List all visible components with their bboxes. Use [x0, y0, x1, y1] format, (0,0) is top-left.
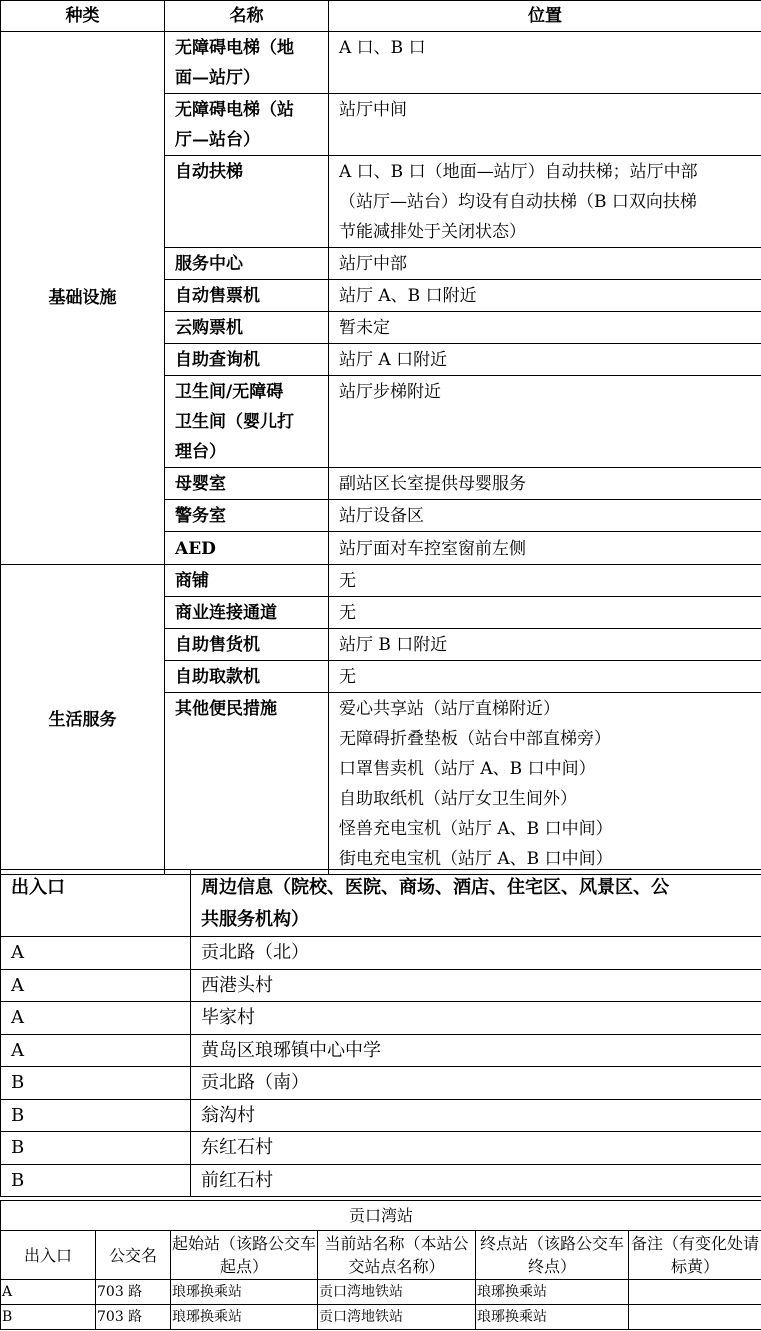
text-line: 无障碍电梯（站 — [175, 100, 294, 120]
bus-body — [1, 1201, 761, 1330]
facility-name — [165, 248, 329, 280]
facilities-body — [1, 32, 761, 875]
station-title: 贡口湾站 — [1, 1201, 761, 1231]
bus-line-cell: 703 路 — [96, 1305, 171, 1330]
bus-header-cell — [1, 1231, 96, 1280]
text-line: 自助查询机 — [175, 350, 260, 370]
text-line: 站厅 A、B 口附近 — [339, 286, 477, 306]
bus-row — [1, 1280, 761, 1305]
header-surrounding-info — [191, 870, 761, 937]
text-line: 爱心共享站（站厅直梯附近） — [339, 699, 560, 719]
bus-note-cell — [629, 1305, 761, 1330]
text-line: 副站区长室提供母婴服务 — [339, 474, 526, 494]
exit-cell: B — [1, 1132, 191, 1165]
exit-cell: B — [1, 1067, 191, 1100]
surrounding-info-cell: 贡北路（南） — [191, 1067, 761, 1100]
text-line: 请标黄） — [671, 1234, 760, 1276]
exit-cell: B — [1, 1099, 191, 1132]
surrounding-info-cell: 贡北路（北） — [191, 937, 761, 970]
exit-cell: A — [1, 1002, 191, 1035]
surroundings-body — [1, 870, 761, 1197]
facility-position — [329, 376, 761, 468]
surrounding-info-cell: 西港头村 — [191, 969, 761, 1002]
text-line: 车终点） — [527, 1234, 625, 1276]
text-line: 终点站（该路公交 — [479, 1234, 608, 1253]
surrounding-row — [1, 1132, 761, 1165]
text-line: 自助取纸机（站厅女卫生间外） — [339, 789, 577, 809]
facility-name — [165, 629, 329, 661]
exit-cell: A — [1, 1034, 191, 1067]
surrounding-info-cell: 毕家村 — [191, 1002, 761, 1035]
bus-current-cell: 贡口湾地铁站 — [318, 1280, 476, 1305]
surrounding-info-cell: 东红石村 — [191, 1132, 761, 1165]
header-name: 名称 — [165, 1, 329, 32]
text-line: 暂未定 — [339, 318, 390, 338]
facility-position — [329, 32, 761, 94]
text-line: 自动扶梯 — [175, 162, 243, 182]
facility-position — [329, 344, 761, 376]
text-line: 服务中心 — [175, 254, 243, 274]
text-line: 站厅 B 口附近 — [339, 635, 448, 655]
text-line: 当前站名称（本站 — [324, 1234, 453, 1253]
category-cell: 基础设施 — [1, 32, 165, 565]
surrounding-row — [1, 1034, 761, 1067]
bus-header-row — [1, 1231, 761, 1280]
header-category: 种类 — [1, 1, 165, 32]
facility-position — [329, 500, 761, 532]
text-line: A 口、B 口（地面—站厅）自动扶梯；站厅中部 — [339, 162, 698, 182]
surrounding-row — [1, 1164, 761, 1197]
text-line: 无 — [339, 667, 356, 687]
header-info-line: 共服务机构） — [201, 908, 309, 930]
surrounding-row — [1, 937, 761, 970]
text-line: 站厅中间 — [339, 100, 407, 120]
text-line: 卫生间（婴儿打 — [175, 412, 294, 432]
text-line: 无障碍折叠垫板（站台中部直梯旁） — [339, 729, 611, 749]
surroundings-table — [0, 869, 761, 1197]
facility-name — [165, 565, 329, 597]
facility-name — [165, 500, 329, 532]
text-line: 备注（有变化处 — [631, 1234, 744, 1253]
text-line: A 口、B 口 — [339, 38, 426, 58]
text-line: AED — [175, 538, 216, 559]
bus-end-cell: 琅琊换乘站 — [476, 1280, 629, 1305]
surroundings-header-row — [1, 870, 761, 937]
header-info-line: 周边信息（院校、医院、商场、酒店、住宅区、风景区、公 — [201, 877, 669, 898]
facility-position — [329, 693, 761, 875]
facility-position — [329, 248, 761, 280]
header-exit: 出入口 — [1, 870, 191, 937]
text-line: 自动售票机 — [175, 286, 260, 306]
text-line: 卫生间/无障碍 — [175, 382, 284, 402]
facility-name — [165, 94, 329, 156]
text-line: 无障碍电梯（地 — [175, 38, 294, 58]
text-line: 面—站厅） — [175, 68, 260, 88]
bus-exit-cell: B — [1, 1305, 96, 1330]
facility-position — [329, 629, 761, 661]
surrounding-row — [1, 1067, 761, 1100]
text-line: 云购票机 — [175, 318, 243, 338]
text-line: 商铺 — [175, 571, 209, 591]
text-line: 厅—站台） — [175, 130, 260, 150]
facility-position — [329, 532, 761, 565]
bus-row — [1, 1305, 761, 1330]
text-line: 出入口 — [23, 1245, 72, 1265]
facility-name — [165, 468, 329, 500]
bus-header-cell — [318, 1231, 476, 1280]
bus-start-cell: 琅琊换乘站 — [171, 1280, 318, 1305]
text-line: 站厅设备区 — [339, 506, 424, 526]
text-line: 自助售货机 — [175, 635, 260, 655]
facility-row — [1, 32, 761, 94]
facility-name — [165, 156, 329, 248]
bus-table — [0, 1200, 761, 1330]
facility-position — [329, 156, 761, 248]
text-line: 起始站（该路公交 — [171, 1234, 300, 1253]
facility-name — [165, 344, 329, 376]
exit-cell: B — [1, 1164, 191, 1197]
facility-position — [329, 661, 761, 693]
bus-start-cell: 琅琊换乘站 — [171, 1305, 318, 1330]
text-line: 母婴室 — [175, 474, 226, 494]
facility-position — [329, 94, 761, 156]
header-position: 位置 — [329, 1, 761, 32]
text-line: 节能减排处于关闭状态） — [339, 222, 526, 242]
text-line: 怪兽充电宝机（站厅 A、B 口中间） — [339, 819, 613, 839]
facility-name — [165, 661, 329, 693]
bus-header-cell — [476, 1231, 629, 1280]
text-line: 理台） — [175, 442, 226, 462]
facility-name — [165, 32, 329, 94]
facility-name — [165, 597, 329, 629]
text-line: 公交站点名称） — [348, 1234, 469, 1276]
facility-row — [1, 565, 761, 597]
bus-header-cell — [629, 1231, 761, 1280]
facility-name — [165, 532, 329, 565]
bus-line-cell: 703 路 — [96, 1280, 171, 1305]
facilities-header-row — [1, 1, 761, 32]
text-line: 站厅 A 口附近 — [339, 350, 448, 370]
surrounding-info-cell: 黄岛区琅琊镇中心中学 — [191, 1034, 761, 1067]
bus-title-row — [1, 1201, 761, 1231]
facility-name — [165, 280, 329, 312]
facility-name — [165, 312, 329, 344]
surrounding-row — [1, 1099, 761, 1132]
bus-current-cell: 贡口湾地铁站 — [318, 1305, 476, 1330]
text-line: 商业连接通道 — [175, 603, 277, 623]
text-line: 站厅中部 — [339, 254, 407, 274]
text-line: 其他便民措施 — [175, 699, 277, 719]
bus-note-cell — [629, 1280, 761, 1305]
bus-header-cell — [96, 1231, 171, 1280]
bus-exit-cell: A — [1, 1280, 96, 1305]
text-line: 站厅面对车控室窗前左侧 — [339, 538, 526, 559]
surrounding-row — [1, 969, 761, 1002]
facility-name — [165, 693, 329, 875]
text-line: （站厅—站台）均设有自动扶梯（B 口双向扶梯 — [339, 192, 697, 212]
text-line: 站厅步梯附近 — [339, 382, 441, 402]
bus-header-cell — [171, 1231, 318, 1280]
facility-position — [329, 565, 761, 597]
text-line: 口罩售卖机（站厅 A、B 口中间） — [339, 759, 596, 779]
text-line: 公交名 — [108, 1245, 157, 1265]
text-line: 无 — [339, 571, 356, 591]
text-line: 警务室 — [175, 506, 226, 526]
facility-position — [329, 312, 761, 344]
text-line: 自助取款机 — [175, 667, 260, 687]
surrounding-row — [1, 1002, 761, 1035]
exit-cell: A — [1, 969, 191, 1002]
facility-position — [329, 597, 761, 629]
text-line: 街电充电宝机（站厅 A、B 口中间） — [339, 849, 613, 869]
facility-position — [329, 468, 761, 500]
facility-name — [165, 376, 329, 468]
category-cell: 生活服务 — [1, 565, 165, 875]
exit-cell: A — [1, 937, 191, 970]
text-line: 车起点） — [219, 1234, 317, 1276]
surrounding-info-cell: 翁沟村 — [191, 1099, 761, 1132]
facility-position — [329, 280, 761, 312]
bus-end-cell: 琅琊换乘站 — [476, 1305, 629, 1330]
text-line: 无 — [339, 603, 356, 623]
surrounding-info-cell: 前红石村 — [191, 1164, 761, 1197]
